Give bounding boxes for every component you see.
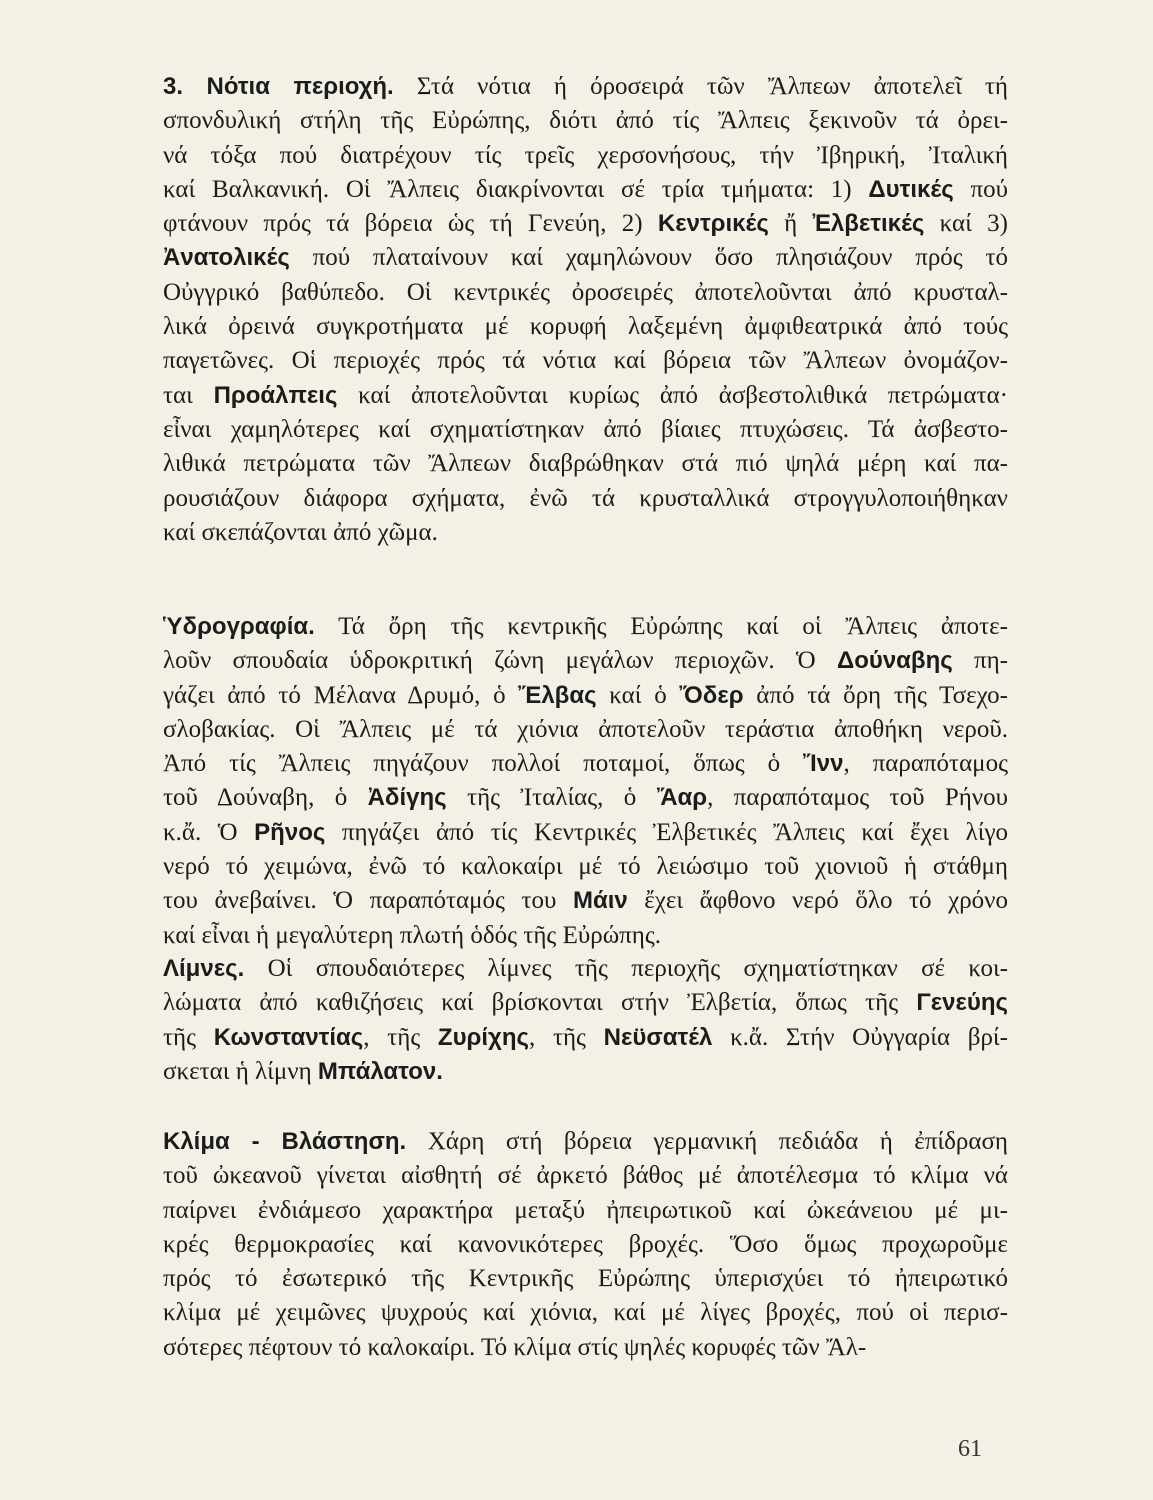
- section-heading: Κλίμα - Βλάστηση.: [163, 1128, 407, 1155]
- text-segment: πηγάζει ἀπό τίς Κεντρικές Ἐλβετικές Ἄλπεις καί ἔχει λίγο: [325, 818, 1008, 846]
- text-segment: Ἀπό τίς Ἄλπεις πηγάζουν πολλοί ποταμοί, ὅπως ὁ: [163, 750, 804, 778]
- text-segment: , παραπόταμος τοῦ Ρήνου: [707, 784, 1008, 812]
- text-segment: Στά νότια ή όροσειρά τῶν Ἄλπεων ἀποτελεῖ τή: [416, 73, 1009, 100]
- text-segment: Χάρη στή βόρεια γερμανική πεδιάδα ἡ ἐπίδραση: [427, 1128, 1008, 1155]
- text-segment: ται: [163, 381, 214, 409]
- bold-term: Ἀδίγης: [367, 784, 447, 812]
- text-segment: πού: [953, 175, 1009, 203]
- text-line: [163, 679, 1008, 713]
- text-segment: κ.ἄ. Στήν Οὐγγαρία βρί-: [712, 1023, 1008, 1051]
- bold-term: Ἀνατολικές: [163, 244, 290, 272]
- text-line: [163, 104, 1008, 138]
- text-segment: ἤ: [768, 210, 813, 238]
- text-segment: παίρνει ἐνδιάμεσο χαρακτήρα μεταξύ ἠπειρωτικοῦ καί ὠκεάνειου μέ μι-: [163, 1196, 1008, 1224]
- text-line: [163, 1159, 1008, 1193]
- text-segment: του ἀνεβαίνει. Ὁ παραπόταμός του: [163, 887, 573, 915]
- bold-term: Μπάλατον.: [317, 1057, 443, 1085]
- text-segment: καί 3): [924, 210, 1009, 238]
- section-heading: Λίμνες.: [163, 955, 245, 982]
- text-segment: πού πλαταίνουν καί χαμηλώνουν ὅσο πλησιάζουν πρός τό: [289, 244, 1008, 272]
- bold-term: Ἴνν: [803, 750, 844, 778]
- text-line: [163, 1331, 1008, 1365]
- page-number: 61: [958, 1436, 982, 1462]
- text-line: [163, 1055, 1008, 1089]
- text-line: [163, 919, 1008, 953]
- bold-term: Ἐλβετικές: [812, 210, 925, 238]
- bold-term: Νεϋσατέλ: [603, 1023, 713, 1051]
- bold-term: Κεντρικές: [657, 210, 769, 238]
- text-segment: καί σκεπάζονται ἀπό χῶμα.: [163, 518, 438, 546]
- text-line: [163, 1228, 1008, 1262]
- text-segment: Τά ὄρη τῆς κεντρικῆς Εὐρώπης καί οἱ Ἄλπεις ἀποτε-: [338, 613, 1008, 640]
- bold-term: Κωνσταντίας: [213, 1023, 364, 1051]
- text-segment: τῆς: [163, 1023, 214, 1051]
- text-segment: ἔχει ἄφθονο νερό ὅλο τό χρόνο: [627, 887, 1008, 915]
- text-segment: σλοβακίας. Οἱ Ἄλπεις μέ τά χιόνια ἀποτελοῦν τεράστια ἀποθήκη νεροῦ.: [163, 715, 1008, 743]
- text-segment: λικά ὀρεινά συγκροτήματα μέ κορυφή λαξεμένη ἀμφιθεατρικά ἀπό τούς: [163, 313, 1008, 341]
- section-hydrography: [163, 610, 1008, 953]
- bold-term: Γενεύης: [916, 989, 1008, 1017]
- text-segment: εἶναι χαμηλότερες καί σχηματίστηκαν ἀπό βίαιες πτυχώσεις. Τά ἀσβεστο-: [163, 415, 1008, 443]
- text-segment: καί Βαλκανική. Οἱ Ἄλπεις διακρίνονται σέ τρία τμήματα: 1): [163, 175, 869, 203]
- text-line: [163, 310, 1008, 344]
- text-segment: Οὐγγρικό βαθύπεδο. Οἱ κεντρικές ὀροσειρές ἀποτελοῦνται ἀπό κρυσταλ-: [163, 278, 1008, 306]
- text-segment: νερό τό χειμώνα, ἐνῶ τό καλοκαίρι μέ τό λειώσιμο τοῦ χιονιοῦ ἡ στάθμη: [163, 853, 1008, 881]
- text-line: [163, 173, 1008, 207]
- text-line: [163, 781, 1008, 815]
- text-line: [163, 816, 1008, 850]
- text-line: [163, 344, 1008, 378]
- text-segment: λιθικά πετρώματα τῶν Ἄλπεων διαβρώθηκαν στά πιό ψηλά μέρη καί πα-: [163, 450, 1008, 478]
- bold-term: Ζυρίχης: [437, 1023, 530, 1051]
- text-line: [163, 713, 1008, 747]
- bold-term: Προάλπεις: [213, 381, 338, 409]
- text-line: [163, 952, 1008, 986]
- text-line: [163, 884, 1008, 918]
- text-line: [163, 1194, 1008, 1228]
- text-segment: πη-: [952, 647, 1008, 675]
- text-line: [163, 241, 1008, 275]
- text-line: [163, 70, 1008, 104]
- text-line: [163, 276, 1008, 310]
- text-segment: λώματα ἀπό καθιζήσεις καί βρίσκονται στήν Ἐλβετία, ὅπως τῆς: [163, 989, 917, 1017]
- text-line: [163, 1296, 1008, 1330]
- text-segment: νά τόξα πού διατρέχουν τίς τρεῖς χερσονήσους, τήν Ἰβηρική, Ἰταλική: [163, 141, 1008, 169]
- bold-term: Ἔλβας: [518, 681, 597, 709]
- text-line: [163, 1262, 1008, 1296]
- text-segment: σκεται ἡ λίμνη: [163, 1057, 318, 1085]
- section-climate-vegetation: [163, 1125, 1008, 1365]
- text-segment: πρός τό ἐσωτερικό τῆς Κεντρικῆς Εὐρώπης ὑπερισχύει τό ἠπειρωτικό: [163, 1265, 1008, 1293]
- text-line: [163, 447, 1008, 481]
- text-segment: φτάνουν πρός τά βόρεια ὡς τή Γενεύη, 2): [163, 210, 658, 238]
- section-heading: Ὑδρογραφία.: [163, 613, 315, 640]
- text-segment: σπονδυλική στήλη τῆς Εὐρώπης, διότι ἀπό τίς Ἄλπεις ξεκινοῦν τά ὀρει-: [163, 107, 1008, 135]
- text-segment: καί εἶναι ἡ μεγαλύτερη πλωτή ὁδός τῆς Εὐρώπης.: [163, 921, 662, 949]
- text-line: [163, 139, 1008, 173]
- text-segment: καί ὁ: [596, 681, 680, 709]
- text-segment: παγετῶνες. Οἱ περιοχές πρός τά νότια καί βόρεια τῶν Ἄλπεων ὀνομάζον-: [163, 347, 1008, 375]
- text-segment: τοῦ Δούναβη, ὁ: [163, 784, 368, 812]
- bold-term: Δούναβης: [836, 647, 953, 675]
- text-segment: Οἱ σπουδαιότερες λίμνες τῆς περιοχῆς σχηματίστηκαν σέ κοι-: [267, 955, 1009, 982]
- text-segment: τοῦ ὠκεανοῦ γίνεται αἰσθητή σέ ἀρκετό βάθος μέ ἀποτέλεσμα τό κλίμα νά: [163, 1162, 1008, 1190]
- text-segment: κλίμα μέ χειμῶνες ψυχρούς καί χιόνια, καί μέ λίγες βροχές, πού οἱ περισ-: [163, 1299, 1008, 1327]
- text-segment: κρές θερμοκρασίες καί κανονικότερες βροχές. Ὅσο ὅμως προχωροῦμε: [163, 1230, 1008, 1258]
- section-heading: 3. Νότια περιοχή.: [163, 73, 394, 100]
- section-southern-region: [163, 70, 1008, 550]
- text-line: [163, 986, 1008, 1020]
- text-segment: ἀπό τά ὄρη τῆς Τσεχο-: [743, 681, 1009, 709]
- text-segment: γάζει ἀπό τό Μέλανα Δρυμό, ὁ: [163, 681, 519, 709]
- text-segment: λοῦν σπουδαία ὑδροκριτική ζώνη μεγάλων περιοχῶν. Ὁ: [163, 647, 837, 675]
- text-segment: σότερες πέφτουν τό καλοκαίρι. Τό κλίμα στίς ψηλές κορυφές τῶν Ἄλ-: [163, 1333, 867, 1361]
- text-line: [163, 1125, 1008, 1159]
- text-line: [163, 379, 1008, 413]
- text-line: [163, 747, 1008, 781]
- bold-term: Ὄδερ: [679, 681, 744, 709]
- bold-term: Δυτικές: [868, 175, 954, 203]
- text-line: [163, 516, 1008, 550]
- text-line: [163, 610, 1008, 644]
- bold-term: Ἄαρ: [656, 784, 708, 812]
- text-segment: , παραπόταμος: [843, 750, 1008, 778]
- text-line: [163, 1021, 1008, 1055]
- text-line: [163, 413, 1008, 447]
- text-line: [163, 207, 1008, 241]
- text-line: [163, 644, 1008, 678]
- bold-term: Μάιν: [572, 887, 628, 915]
- text-segment: , τῆς: [529, 1023, 604, 1051]
- text-segment: , τῆς: [363, 1023, 438, 1051]
- section-lakes: [163, 952, 1008, 1089]
- text-segment: ρουσιάζουν διάφορα σχήματα, ἐνῶ τά κρυσταλλικά στρογγυλοποιήθηκαν: [163, 484, 1008, 512]
- text-line: [163, 850, 1008, 884]
- bold-term: Ρῆνος: [254, 818, 326, 846]
- text-segment: τῆς Ἰταλίας, ὁ: [446, 784, 657, 812]
- text-line: [163, 482, 1008, 516]
- text-segment: καί ἀποτελοῦνται κυρίως ἀπό ἀσβεστολιθικά πετρώματα·: [337, 381, 1009, 409]
- text-segment: κ.ἄ. Ὁ: [163, 818, 255, 846]
